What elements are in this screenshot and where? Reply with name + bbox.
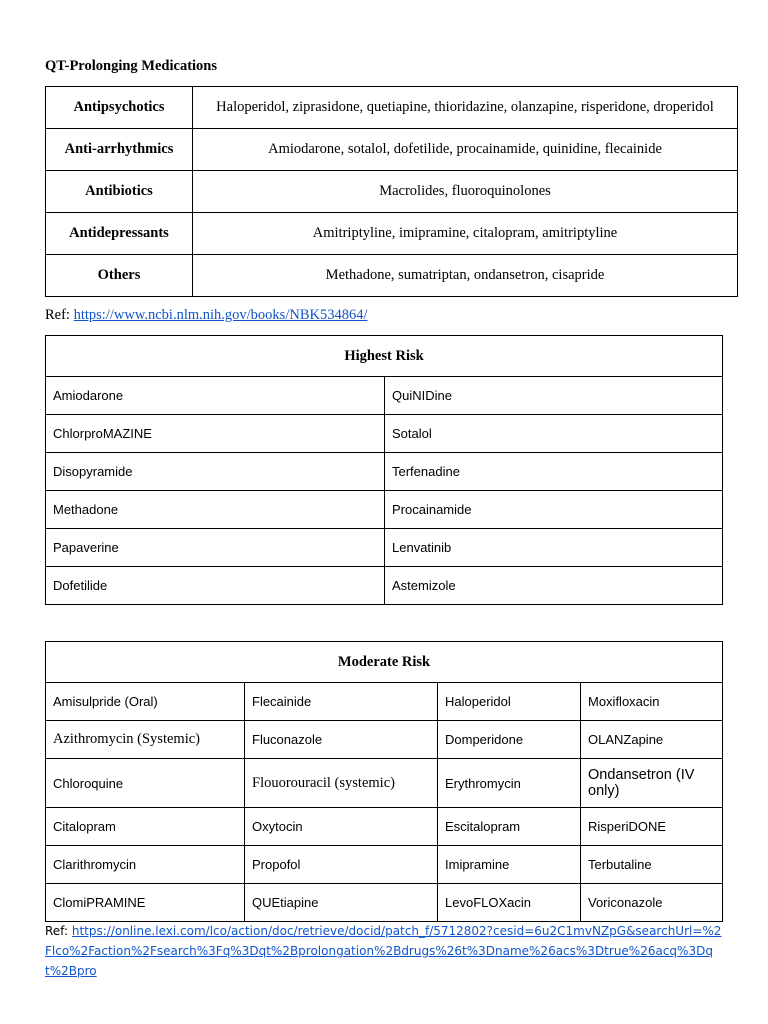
drug-cell: Azithromycin (Systemic): [46, 721, 245, 759]
drug-cell: Terbutaline: [581, 846, 723, 884]
table-row: [46, 255, 738, 297]
drug-cell: ChlorproMAZINE: [46, 415, 385, 453]
table-row: [46, 491, 723, 529]
drug-cell: Sotalol: [385, 415, 723, 453]
document-title: QT-Prolonging Medications: [45, 58, 218, 74]
moderate-risk-table: [45, 641, 723, 922]
drug-cell: Papaverine: [46, 529, 385, 567]
table-row: [46, 171, 738, 213]
table-row: [46, 87, 738, 129]
table-row: [46, 846, 723, 884]
reference-prefix: Ref:: [45, 924, 72, 938]
table-row: [46, 529, 723, 567]
drugs-cell: Methadone, sumatriptan, ondansetron, cisapride: [193, 255, 738, 297]
reference-prefix: Ref:: [45, 307, 74, 323]
drugs-cell: Macrolides, fluoroquinolones: [193, 171, 738, 213]
drug-cell: Amiodarone: [46, 377, 385, 415]
table-row: [46, 683, 723, 721]
drug-cell: QUEtiapine: [245, 884, 438, 922]
category-cell: Anti-arrhythmics: [46, 129, 193, 171]
drugs-cell: Amitriptyline, imipramine, citalopram, amitriptyline: [193, 213, 738, 255]
table-row: [46, 129, 738, 171]
drug-cell: Propofol: [245, 846, 438, 884]
category-cell: Antibiotics: [46, 171, 193, 213]
drug-cell: Dofetilide: [46, 567, 385, 605]
ncbi-reference-link[interactable]: https://www.ncbi.nlm.nih.gov/books/NBK534864/: [73, 307, 368, 323]
highest-risk-heading: Highest Risk: [46, 336, 723, 377]
category-cell: Others: [46, 255, 193, 297]
drug-cell: Flouorouracil (systemic): [245, 759, 438, 808]
qt-medications-table: [45, 86, 738, 297]
category-cell: Antidepressants: [46, 213, 193, 255]
drug-cell: QuiNIDine: [385, 377, 723, 415]
table-header-row: [46, 336, 723, 377]
drug-cell: Escitalopram: [438, 808, 581, 846]
drug-cell: Erythromycin: [438, 759, 581, 808]
drug-cell: Moxifloxacin: [581, 683, 723, 721]
table-row: [46, 567, 723, 605]
highest-risk-table: [45, 335, 723, 605]
drug-cell: Methadone: [46, 491, 385, 529]
drug-cell: OLANZapine: [581, 721, 723, 759]
moderate-risk-heading: Moderate Risk: [46, 642, 723, 683]
drug-cell: Clarithromycin: [46, 846, 245, 884]
drug-cell: Imipramine: [438, 846, 581, 884]
drug-cell: Fluconazole: [245, 721, 438, 759]
drug-cell: Chloroquine: [46, 759, 245, 808]
table-row: [46, 759, 723, 808]
drug-cell: Voriconazole: [581, 884, 723, 922]
table-row: [46, 415, 723, 453]
drug-cell: Ondansetron (IV only): [581, 759, 723, 808]
drugs-cell: Haloperidol, ziprasidone, quetiapine, thioridazine, olanzapine, risperidone, droperidol: [193, 87, 738, 129]
table-row: [46, 884, 723, 922]
drug-cell: Disopyramide: [46, 453, 385, 491]
drug-cell: Haloperidol: [438, 683, 581, 721]
table-header-row: [46, 642, 723, 683]
drug-cell: ClomiPRAMINE: [46, 884, 245, 922]
reference-ncbi: [45, 307, 368, 324]
reference-lexi: [45, 921, 725, 981]
drug-cell: Astemizole: [385, 567, 723, 605]
drug-cell: RisperiDONE: [581, 808, 723, 846]
drug-cell: Procainamide: [385, 491, 723, 529]
table-row: [46, 721, 723, 759]
drug-cell: Terfenadine: [385, 453, 723, 491]
drug-cell: Lenvatinib: [385, 529, 723, 567]
drug-cell: Citalopram: [46, 808, 245, 846]
lexi-reference-link[interactable]: https://online.lexi.com/lco/action/doc/retrieve/docid/patch_f/5712802?cesid=6u2C1mvNZpG&searchUrl=%2Flco%2Faction%2Fsearch%3Fq%3Dqt%2Bprolongation%2Bdrugs%26t%3Dname%26acs%3Dtrue%26acq%3Dqt%2Bpro: [45, 924, 722, 978]
category-cell: Antipsychotics: [46, 87, 193, 129]
table-row: [46, 453, 723, 491]
table-row: [46, 213, 738, 255]
drug-cell: Flecainide: [245, 683, 438, 721]
drug-cell: Oxytocin: [245, 808, 438, 846]
table-row: [46, 808, 723, 846]
drug-cell: LevoFLOXacin: [438, 884, 581, 922]
table-row: [46, 377, 723, 415]
drug-cell: Domperidone: [438, 721, 581, 759]
drug-cell: Amisulpride (Oral): [46, 683, 245, 721]
drugs-cell: Amiodarone, sotalol, dofetilide, procainamide, quinidine, flecainide: [193, 129, 738, 171]
